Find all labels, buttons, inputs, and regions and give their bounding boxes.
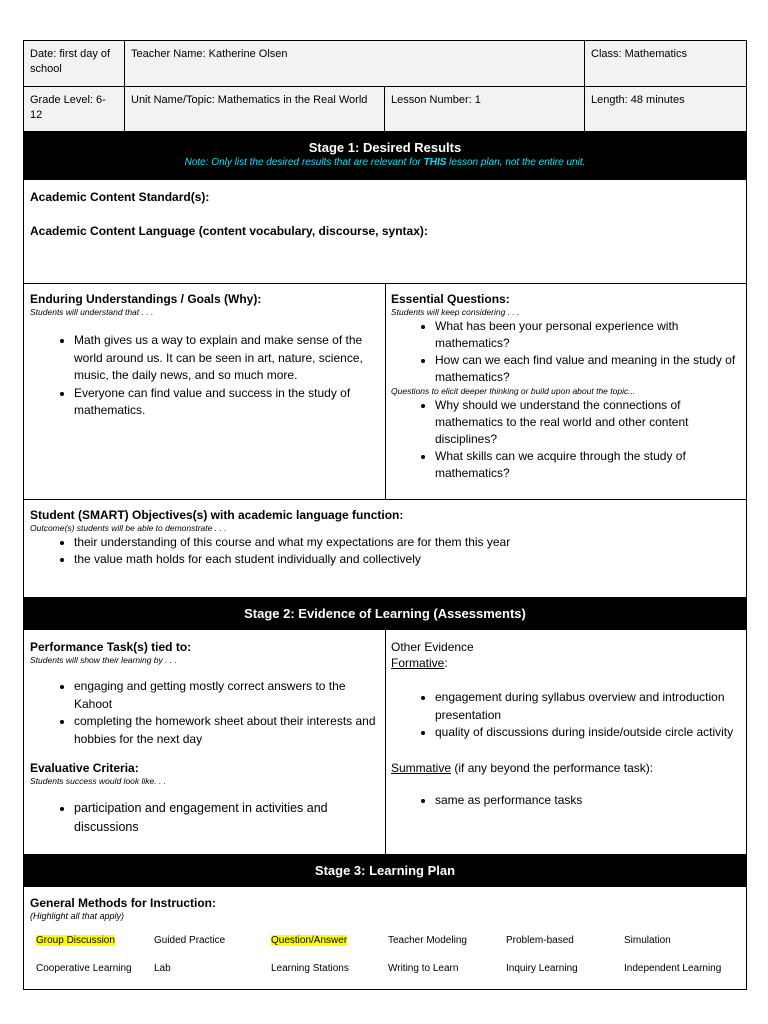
content-standards-section	[24, 189, 746, 239]
formative-list	[391, 689, 740, 742]
header-row-1	[24, 41, 746, 86]
method-independent-learning: Independent Learning	[624, 963, 722, 974]
length-cell: Length: 48 minutes	[591, 94, 685, 106]
performance-heading: Performance Task(s) tied to:	[30, 640, 192, 654]
header-row-2	[24, 87, 746, 131]
stage2-header	[24, 597, 746, 630]
list-item: • participation and engagement in activities and discussions	[74, 799, 379, 837]
essential-heading: Essential Questions:	[391, 292, 510, 306]
enduring-understandings	[24, 291, 385, 420]
essential-list	[391, 318, 740, 386]
method-writing-to-learn: Writing to Learn	[388, 963, 459, 974]
method-problem-based: Problem-based	[506, 935, 574, 946]
performance-sub: Students will show their learning by . . .	[30, 655, 177, 665]
list-item: • Everyone can find value and success in the study of mathematics.	[74, 385, 379, 420]
teacher-cell: Teacher Name: Katherine Olsen	[125, 41, 585, 86]
performance-tasks	[24, 639, 385, 837]
list-item: • quality of discussions during inside/outside circle activity	[435, 724, 740, 742]
enduring-sub: Students will understand that . . .	[30, 307, 154, 317]
content-language-label: Academic Content Language (content vocabulary, discourse, syntax):	[30, 224, 428, 238]
objectives-heading: Student (SMART) Objectives(s) with academic language function:	[30, 508, 404, 522]
grade-cell: Grade Level: 6-12	[24, 87, 125, 131]
methods-section	[24, 895, 746, 922]
objectives-list	[30, 534, 740, 568]
method-simulation: Simulation	[624, 935, 671, 946]
class-cell: Class: Mathematics	[591, 48, 687, 60]
essential-sub: Students will keep considering . . .	[391, 307, 520, 317]
evaluative-heading: Evaluative Criteria:	[30, 761, 139, 775]
essential-list-2	[391, 397, 740, 482]
method-group-discussion: Group Discussion	[36, 935, 115, 946]
objectives-sub: Outcome(s) students will be able to demonstrate . . .	[30, 523, 227, 533]
method-question-answer: Question/Answer	[271, 935, 348, 946]
method-learning-stations: Learning Stations	[271, 963, 349, 974]
lesson-plan-form	[23, 40, 747, 990]
list-item: • the value math holds for each student individually and collectively	[74, 551, 740, 568]
list-item: • What has been your personal experience with mathematics?	[435, 318, 740, 352]
list-item: • same as performance tasks	[435, 792, 740, 810]
other-evidence	[385, 639, 746, 809]
evaluative-list	[30, 799, 379, 837]
date-cell: Date: first day of school	[24, 41, 125, 86]
unit-cell: Unit Name/Topic: Mathematics in the Real World	[125, 87, 385, 131]
list-item: • engaging and getting mostly correct answers to the Kahoot	[74, 678, 379, 713]
enduring-heading: Enduring Understandings / Goals (Why):	[30, 292, 262, 306]
method-guided-practice: Guided Practice	[154, 935, 226, 946]
performance-list	[30, 678, 379, 748]
list-item: • their understanding of this course and what my expectations are for them this year	[74, 534, 740, 551]
stage2-title: Stage 2: Evidence of Learning (Assessments)	[244, 606, 526, 621]
method-lab: Lab	[154, 963, 171, 974]
list-item: • What skills can we acquire through the study of mathematics?	[435, 448, 740, 482]
summative-list	[391, 792, 740, 810]
other-evidence-heading: Other Evidence	[391, 640, 474, 654]
objectives-section	[24, 507, 746, 568]
stage3-header	[24, 854, 746, 887]
methods-heading: General Methods for Instruction:	[30, 896, 217, 910]
list-item: • Why should we understand the connections of mathematics to the real world and other content disciplines?	[435, 397, 740, 448]
method-cooperative-learning: Cooperative Learning	[36, 963, 132, 974]
stage1-note: Note: Only list the desired results that are relevant for THIS lesson plan, not the entire unit.	[184, 157, 586, 168]
method-teacher-modeling: Teacher Modeling	[388, 935, 467, 946]
list-item: • Math gives us a way to explain and make sense of the world around us. It can be seen in art, nature, science, music, the daily news, and so much more.	[74, 332, 379, 385]
essential-sub-2: Questions to elicit deeper thinking or build upon about the topic...	[391, 386, 636, 396]
list-item: • engagement during syllabus overview and introduction presentation	[435, 689, 740, 724]
content-standards-label: Academic Content Standard(s):	[30, 190, 210, 204]
stage3-title: Stage 3: Learning Plan	[314, 863, 456, 878]
method-inquiry-learning: Inquiry Learning	[506, 963, 578, 974]
evaluative-sub: Students success would look like. . .	[30, 776, 167, 786]
lesson-number-cell: Lesson Number: 1	[385, 87, 585, 131]
methods-sub: (Highlight all that apply)	[30, 911, 125, 921]
stage1-title: Stage 1: Desired Results	[308, 140, 462, 155]
list-item: • How can we each find value and meaning in the study of mathematics?	[435, 352, 740, 386]
list-item: • completing the homework sheet about their interests and hobbies for the next day	[74, 713, 379, 748]
essential-questions	[385, 291, 746, 482]
enduring-list	[30, 332, 379, 420]
stage1-header	[24, 131, 746, 180]
summative-label: Summative (if any beyond the performance task):	[391, 760, 654, 775]
formative-label: Formative:	[391, 656, 448, 670]
